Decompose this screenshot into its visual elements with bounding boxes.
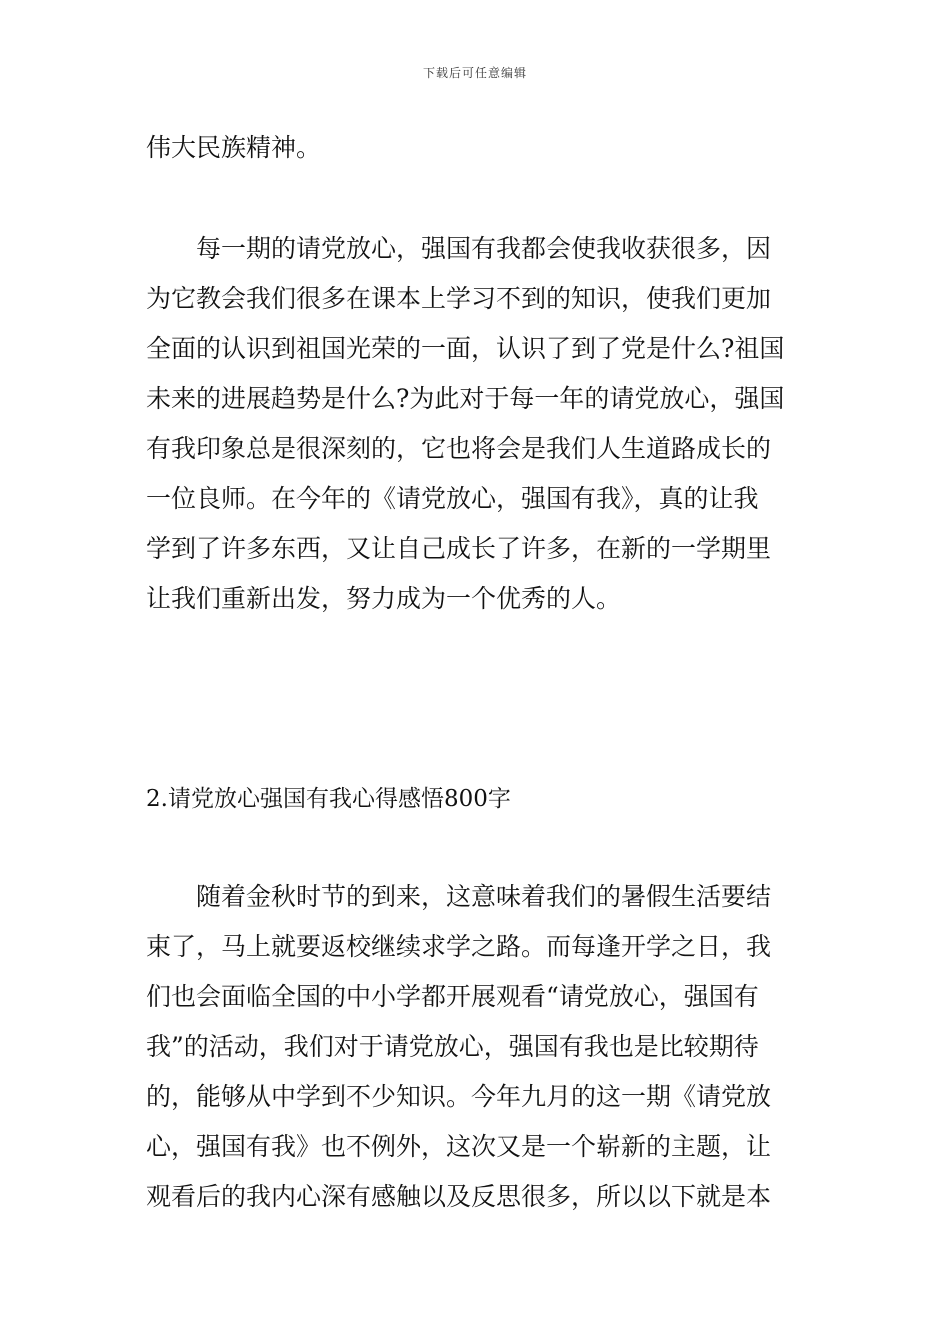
paragraph-line: 观看后的我内心深有感触以及反思很多，所以以下就是本 — [146, 1182, 772, 1211]
paragraph-line: 让我们重新出发，努力成为一个优秀的人。 — [146, 584, 622, 613]
paragraph-line: 每一期的请党放心，强国有我都会使我收获很多，因 — [196, 234, 772, 263]
paragraph-line: 全面的认识到祖国光荣的一面，认识了到了党是什么?祖国 — [146, 334, 785, 363]
paragraph-line: 束了，马上就要返校继续求学之路。而每逢开学之日，我 — [146, 932, 772, 961]
paragraph-line: 的，能够从中学到不少知识。今年九月的这一期《请党放 — [146, 1082, 772, 1111]
section-heading: 2.请党放心强国有我心得感悟800字 — [146, 786, 511, 812]
page-header: 下载后可任意编辑 — [422, 66, 527, 80]
paragraph-line: 们也会面临全国的中小学都开展观看“请党放心，强国有 — [146, 982, 759, 1011]
paragraph-line: 有我印象总是很深刻的，它也将会是我们人生道路成长的 — [146, 434, 772, 463]
paragraph-line: 一位良师。在今年的《请党放心，强国有我》，真的让我 — [146, 484, 759, 513]
paragraph-line: 随着金秋时节的到来，这意味着我们的暑假生活要结 — [196, 882, 772, 911]
paragraph-line: 我”的活动，我们对于请党放心，强国有我也是比较期待 — [146, 1032, 759, 1061]
paragraph-line: 心，强国有我》也不例外，这次又是一个崭新的主题，让 — [146, 1132, 772, 1161]
paragraph-line: 学到了许多东西，又让自己成长了许多，在新的一学期里 — [146, 534, 772, 563]
paragraph-tail-line: 伟大民族精神。 — [146, 133, 322, 162]
paragraph-line: 为它教会我们很多在课本上学习不到的知识，使我们更加 — [146, 284, 772, 313]
paragraph-line: 未来的进展趋势是什么?为此对于每一年的请党放心，强国 — [146, 384, 785, 413]
